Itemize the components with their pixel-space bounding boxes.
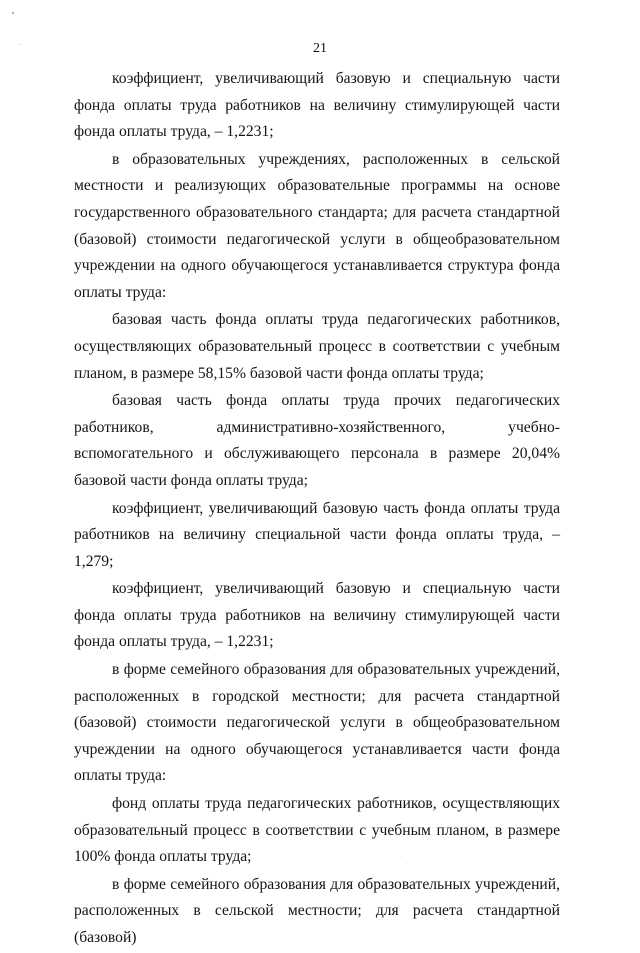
paragraph: в форме семейного образования для образовательных учреждений, расположенных в городской местности; для расчета стандартной (базовой) стоимости педагогической услуги в общеобразовательном учреждении на одного обучающегося устанавливается части фонда оплаты труда: (74, 661, 560, 785)
paragraph: коэффициент, увеличивающий базовую и специальную части фонда оплаты труда работников на величину стимулирующей части фонда оплаты труда, – 1,2231; (74, 580, 560, 651)
page-number: 21 (313, 41, 327, 56)
paragraph: в форме семейного образования для образовательных учреждений, расположенных в сельской местности; для расчета стандартной (базовой) (74, 875, 560, 946)
paragraph: базовая часть фонда оплаты труда прочих педагогических работников, административно-хозяйственного, учебно-вспомогательного и обслуживающего персонала в размере 20,04% базовой части фонда оплаты труда; (74, 392, 560, 489)
scan-artifact (12, 12, 14, 14)
document-body (74, 66, 560, 953)
paragraph: в образовательных учреждениях, расположенных в сельской местности и реализующих образовательные программы на основе государственного образовательного стандарта; для расчета стандартной (базовой) стоимости педагогической услуги в общеобразовательном учреждении на одного обучающегося устанавливается структура фонда оплаты труда: (74, 150, 560, 301)
paragraph: коэффициент, увеличивающий базовую и специальную части фонда оплаты труда работников на величину стимулирующей части фонда оплаты труда, – 1,2231; (74, 70, 560, 141)
paragraph: базовая часть фонда оплаты труда педагогических работников, осуществляющих образовательный процесс в соответствии с учебным планом, в размере 58,15% базовой части фонда оплаты труда; (74, 311, 560, 382)
paragraph: коэффициент, увеличивающий базовую часть фонда оплаты труда работников на величину специальной части фонда оплаты труда, – 1,279; (74, 499, 560, 570)
paragraph: фонд оплаты труда педагогических работников, осуществляющих образовательный процесс в соответствии с учебным планом, в размере 100% фонда оплаты труда; (74, 795, 560, 866)
